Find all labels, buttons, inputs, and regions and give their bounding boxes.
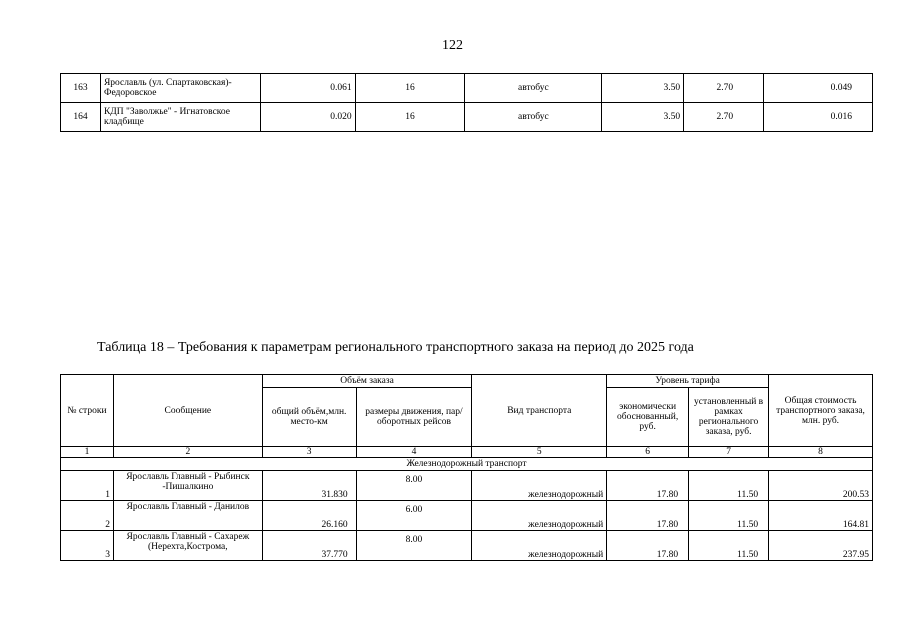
route-cell: Ярославль Главный - Данилов bbox=[113, 501, 262, 531]
header-route: Сообщение bbox=[113, 375, 262, 447]
total-cell: 0.049 bbox=[764, 74, 873, 103]
tariff-econ-cell: 17.80 bbox=[607, 471, 689, 501]
table-title: Таблица 18 – Требования к параметрам регионального транспортного заказа на период до 2025 года bbox=[97, 340, 694, 355]
volume-cell: 37.770 bbox=[262, 531, 356, 561]
column-number: 2 bbox=[113, 447, 262, 458]
total-cell: 0.016 bbox=[764, 103, 873, 132]
tariff-set-cell: 11.50 bbox=[689, 531, 769, 561]
volume-cell: 26.160 bbox=[262, 501, 356, 531]
table-row bbox=[61, 501, 873, 531]
transport-order-table bbox=[60, 374, 873, 561]
route-cell: Ярославль Главный - Сахареж (Нерехта,Кострома, bbox=[113, 531, 262, 561]
runs-cell: 16 bbox=[355, 103, 465, 132]
tariff-set-cell: 2.70 bbox=[684, 103, 764, 132]
section-title: Железнодорожный транспорт bbox=[61, 458, 873, 471]
column-number: 5 bbox=[472, 447, 607, 458]
transport-cell: железнодорожный bbox=[472, 531, 607, 561]
header-tariff-econ: экономически обоснованный, руб. bbox=[607, 388, 689, 447]
total-cell: 164.81 bbox=[769, 501, 873, 531]
transport-cell: железнодорожный bbox=[472, 501, 607, 531]
header-row bbox=[61, 375, 873, 388]
column-number: 7 bbox=[689, 447, 769, 458]
header-row-no: № строки bbox=[61, 375, 114, 447]
tariff-set-cell: 11.50 bbox=[689, 471, 769, 501]
header-volume-group: Объём заказа bbox=[262, 375, 472, 388]
runs-cell: 6.00 bbox=[356, 501, 472, 531]
runs-cell: 8.00 bbox=[356, 471, 472, 501]
volume-cell: 0.020 bbox=[260, 103, 355, 132]
route-cell: Ярославль Главный - Рыбинск -Пишалкино bbox=[113, 471, 262, 501]
header-tariff-group: Уровень тарифа bbox=[607, 375, 769, 388]
route-cell: Ярославль (ул. Спартаковская)-Федоровское bbox=[100, 74, 260, 103]
row-number: 1 bbox=[61, 471, 114, 501]
row-number: 164 bbox=[61, 103, 101, 132]
table-row bbox=[61, 531, 873, 561]
header-volume-total: общий объём,млн. место-км bbox=[262, 388, 356, 447]
header-volume-runs: размеры движения, пар/оборотных рейсов bbox=[356, 388, 472, 447]
transport-cell: автобус bbox=[465, 103, 602, 132]
tariff-set-cell: 2.70 bbox=[684, 74, 764, 103]
header-tariff-set: установленный в рамках регионального заказа, руб. bbox=[689, 388, 769, 447]
transport-cell: автобус bbox=[465, 74, 602, 103]
column-number: 3 bbox=[262, 447, 356, 458]
column-number: 1 bbox=[61, 447, 114, 458]
column-number: 6 bbox=[607, 447, 689, 458]
table-row bbox=[61, 471, 873, 501]
total-cell: 200.53 bbox=[769, 471, 873, 501]
row-number: 3 bbox=[61, 531, 114, 561]
volume-cell: 0.061 bbox=[260, 74, 355, 103]
tariff-econ-cell: 3.50 bbox=[602, 74, 684, 103]
volume-cell: 31.830 bbox=[262, 471, 356, 501]
page-number: 122 bbox=[442, 38, 463, 53]
table-row bbox=[61, 74, 873, 103]
tariff-econ-cell: 17.80 bbox=[607, 501, 689, 531]
runs-cell: 8.00 bbox=[356, 531, 472, 561]
route-cell: КДП "Заволжье" - Игнатовское кладбище bbox=[100, 103, 260, 132]
runs-cell: 16 bbox=[355, 74, 465, 103]
tariff-econ-cell: 3.50 bbox=[602, 103, 684, 132]
header-transport: Вид транспорта bbox=[472, 375, 607, 447]
transport-cell: железнодорожный bbox=[472, 471, 607, 501]
column-number: 8 bbox=[769, 447, 873, 458]
section-row bbox=[61, 458, 873, 471]
table-row bbox=[61, 103, 873, 132]
tariff-set-cell: 11.50 bbox=[689, 501, 769, 531]
row-number: 2 bbox=[61, 501, 114, 531]
total-cell: 237.95 bbox=[769, 531, 873, 561]
header-total-cost: Общая стоимость транспортного заказа, млн. руб. bbox=[769, 375, 873, 447]
column-number: 4 bbox=[356, 447, 472, 458]
continued-table bbox=[60, 73, 873, 132]
row-number: 163 bbox=[61, 74, 101, 103]
tariff-econ-cell: 17.80 bbox=[607, 531, 689, 561]
column-number-row bbox=[61, 447, 873, 458]
